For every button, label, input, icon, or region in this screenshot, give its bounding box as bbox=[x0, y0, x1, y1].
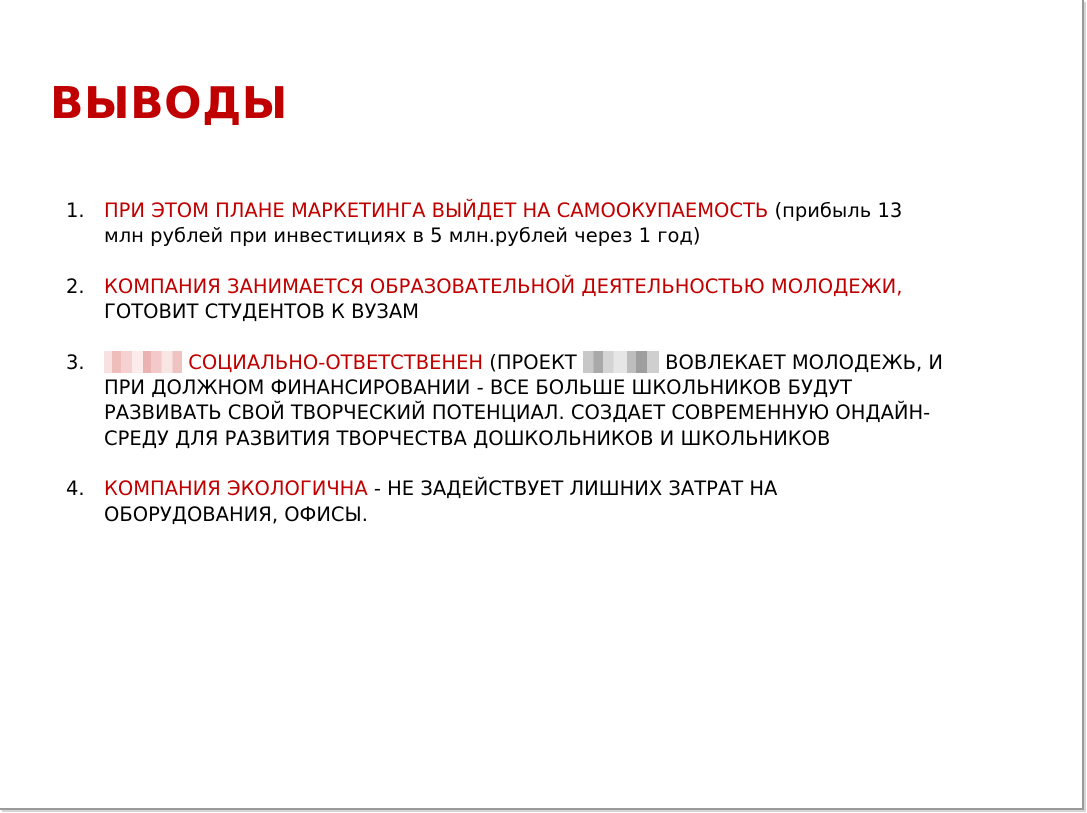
list-item-text: (прибыль 13 млн рублей при инвестициях в 5 млн.рублей через 1 год) bbox=[104, 199, 903, 248]
list-item bbox=[66, 476, 946, 527]
list-item-text: ВОВЛЕКАЕТ МОЛОДЕЖЬ, И ПРИ ДОЛЖНОМ ФИНАНСИРОВАНИИ - ВСЕ БОЛЬШЕ ШКОЛЬНИКОВ БУДУТ РАЗВИВАТЬ СВОЙ ТВОРЧЕСКИЙ ПОТЕНЦИАЛ. СОЗДАЕТ СОВРЕМЕННУЮ ОНДАЙН-СРЕДУ ДЛЯ РАЗВИТИЯ ТВОРЧЕСТВА ДОШКОЛЬНИКОВ И ШКОЛЬНИКОВ bbox=[104, 350, 943, 450]
list-item-number: 2. bbox=[66, 274, 85, 298]
list-item-text-prefix: (ПРОЕКТ bbox=[483, 350, 583, 374]
redacted-company-name bbox=[104, 351, 182, 373]
list-item-number: 1. bbox=[66, 199, 85, 222]
list-item-number: 4. bbox=[66, 477, 85, 501]
list-item bbox=[66, 198, 946, 249]
list-item-highlight: ПРИ ЭТОМ ПЛАНЕ МАРКЕТИНГА ВЫЙДЕТ НА САМООКУПАЕМОСТЬ bbox=[104, 199, 769, 222]
list-item bbox=[66, 274, 946, 325]
list-item bbox=[66, 350, 946, 452]
redacted-project-name bbox=[583, 351, 659, 373]
list-item-text: ГОТОВИТ СТУДЕНТОВ К ВУЗАМ bbox=[104, 300, 420, 324]
list-item-number: 3. bbox=[66, 350, 85, 374]
list-item-highlight: СОЦИАЛЬНО-ОТВЕТСТВЕНЕН bbox=[182, 350, 484, 374]
slide-title: ВЫВОДЫ bbox=[50, 78, 288, 129]
list-item-highlight: КОМПАНИЯ ЭКОЛОГИЧНА bbox=[104, 477, 368, 501]
list-item-text: - НЕ ЗАДЕЙСТВУЕТ ЛИШНИХ ЗАТРАТ НА ОБОРУДОВАНИЯ, ОФИСЫ. bbox=[104, 477, 778, 526]
list-item-highlight: КОМПАНИЯ ЗАНИМАЕТСЯ ОБРАЗОВАТЕЛЬНОЙ ДЕЯТЕЛЬНОСТЬЮ МОЛОДЕЖИ, bbox=[104, 274, 903, 298]
conclusions-list bbox=[66, 198, 946, 552]
